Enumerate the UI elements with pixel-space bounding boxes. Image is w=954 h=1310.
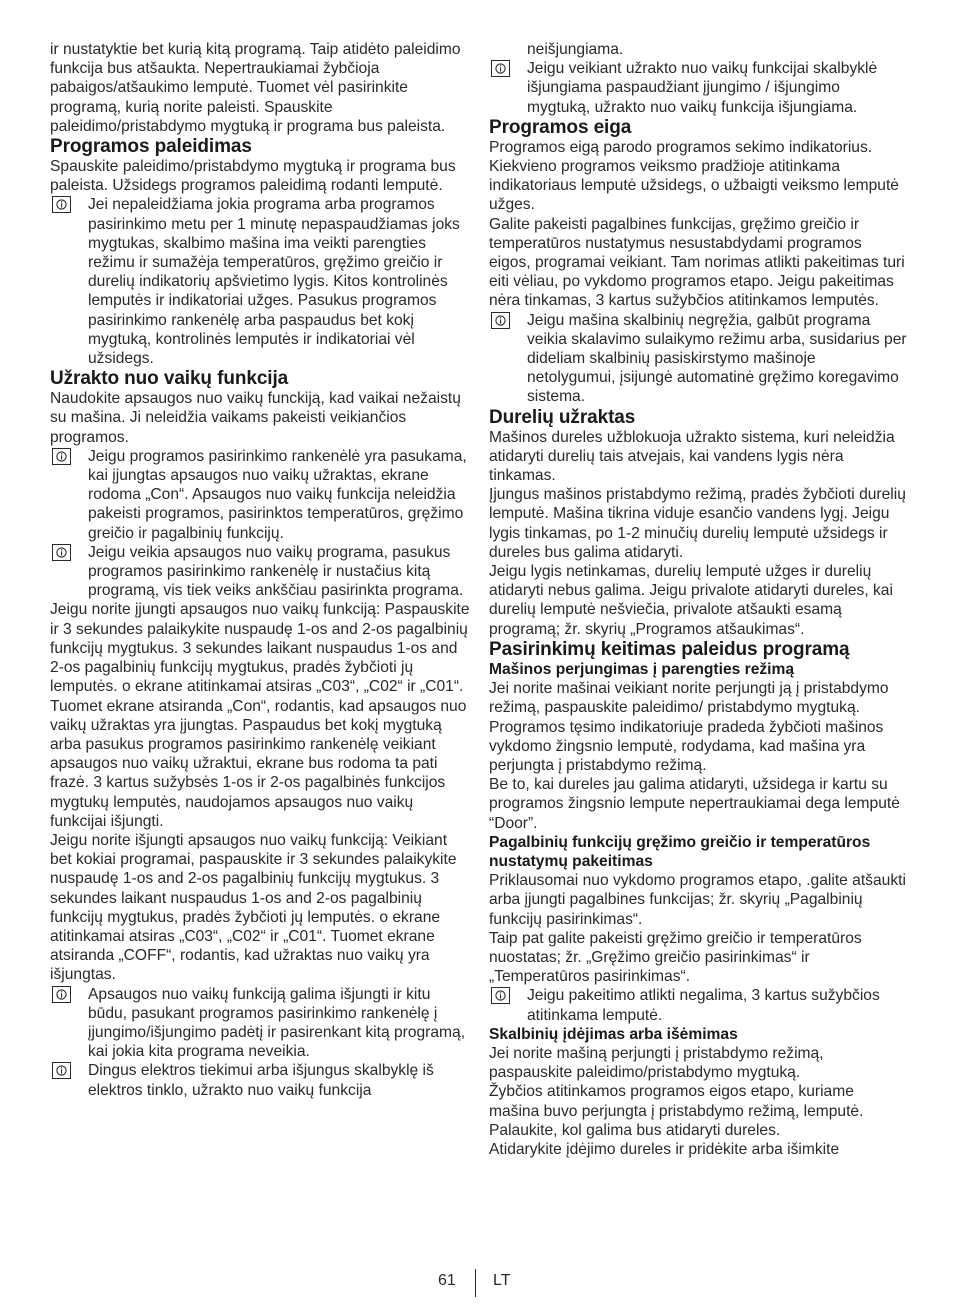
info-note [50, 447, 470, 543]
info-icon [52, 986, 71, 1003]
info-icon [491, 987, 510, 1004]
paragraph: Jei norite mašinai veikiant norite perjungti ją į pristabdymo režimą, paspauskite paleidimo/ pristabdymo mygtuką. Programos tęsimo indikatoriuje pradeda žybčioti mašinos vykdomo žingsnio lemputė, rodydama, kad mašina yra perjungta į pristabdymo režimą. [489, 680, 889, 774]
paragraph: Programos eigą parodo programos sekimo indikatorius. Kiekvieno programos veiksmo pradžioje atitinkama indikatoriaus lemputė užsidegs, o užbaigti veiksmo lemputė užges. [489, 138, 899, 214]
paragraph: Galite pakeisti pagalbines funkcijas, gręžimo greičio ir temperatūros nustatymus nesustabdydami programos eigos, programai veikiant. Tam norimas atlikti pakeitimas turi eiti vėliau, po vykdomo programos etapo. Jeigu pakeitimas nėra tinkamas, 3 kartus sužybčios atitinkamos lemputės. [489, 215, 905, 310]
paragraph: Jeigu lygis netinkamas, durelių lemputė užges ir durelių atidaryti nebus galima. Jeigu privalote atidaryti dureles, kai durelių lemputė nešviečia, privalote atšaukti esamą programą; žr. skyrių „Programos atšaukimas“. [489, 563, 893, 638]
info-note [50, 195, 470, 368]
section-heading: Durelių užraktas [489, 406, 636, 428]
info-note [489, 986, 907, 1024]
note-text: Jeigu veikiant užrakto nuo vaikų funkcijai skalbyklė išjungiama paspaudžiant įjungimo / išjungimo mygtuką, užrakto nuo vaikų funkcija išjungiama. [527, 60, 878, 116]
footer-divider [475, 1269, 476, 1297]
paragraph: Atidarykite įdėjimo dureles ir pridėkite arba išimkite [489, 1140, 840, 1158]
info-icon [52, 544, 71, 561]
paragraph: Mašinos dureles užblokuoja užrakto sistema, kuri neleidžia atidaryti durelių tais atvejais, kai vandens lygis nėra tinkamas. [489, 428, 895, 485]
page-footer [0, 1269, 954, 1297]
paragraph: ir nustatyktie bet kurią kitą programą. Taip atidėto paleidimo funkcija bus atšaukta. Nepertraukiamai žybčioja pabaigos/atšaukimo lemputė. Tuomet vėl pasirinkite programą, kurią norite paleisti. Spauskite paleidimo/pristabdymo mygtuką ir programa bus paleista. [50, 41, 461, 135]
section-heading: Programos paleidimas [50, 136, 252, 158]
info-icon [491, 60, 510, 77]
subsection-heading: Skalbinių įdėjimas arba išėmimas [489, 1025, 738, 1043]
right-column [489, 40, 907, 1159]
paragraph: Jei norite mašiną perjungti į pristabdymo režimą, paspauskite paleidimo/pristabdymo mygtuką. [489, 1044, 824, 1082]
note-continuation: neišjungiama. [527, 41, 624, 58]
paragraph: Priklausomai nuo vykdomo programos etapo, .galite atšaukti arba įjungti pagalbines funkcijas; žr. skyrių „Pagalbinių funkcijų pasirinkimas“. [489, 872, 906, 928]
note-text: Jeigu veikia apsaugos nuo vaikų programa, pasukus programos pasirinkimo rankenėlę ir nustačius kitą programą, vis tiek veiks ankščiau pasirinkta programa. [88, 543, 464, 600]
page-number: 61 [438, 1272, 456, 1289]
paragraph: Spauskite paleidimo/pristabdymo mygtuką ir programa bus paleista. Užsidegs programos paleidimą rodanti lemputė. [50, 158, 456, 195]
paragraph: Įjungus mašinos pristabdymo režimą, pradės žybčioti durelių lemputė. Mašina tikrina viduje esančio vandens lygį. Jeigu lygis tinkamas, po 1-2 minučių durelių lemputė užsidegs ir dureles bus galima atidaryti. [489, 486, 906, 561]
note-text: Jeigu pakeitimo atlikti negalima, 3 kartus sužybčios atitinkama lemputė. [527, 987, 880, 1024]
info-icon [52, 1062, 71, 1079]
paragraph: Naudokite apsaugos nuo vaikų funckiją, kad vaikai nežaistų su mašina. Ji neleidžia vaikams pakeisti veikiančios programos. [50, 390, 461, 446]
info-note [489, 59, 907, 117]
info-note [489, 311, 907, 407]
info-icon [52, 196, 71, 213]
info-icon [491, 312, 510, 329]
note-text: Jeigu mašina skalbinių negręžia, galbūt programa veikia skalavimo sulaikymo režimu arba, susidarius per dideliam skalbinių pasiskirstymo mašinoje netolygumui, įsijungė automatinė gręžimo koregavimo sistema. [527, 311, 907, 406]
paragraph: Jeigu norite išjungti apsaugos nuo vaikų funkciją: Veikiant bet kokiai programai, paspauskite ir 3 sekundes palaikykite nuspaudę 1-os and 2-os pagalbinių funkcijų mygtukus. 3 sekundes laikant nuspaudus 1-os and 2-os pagalbinių funkcijų mygtukus, pradės žybčioti jų lemputės. o ekrane atitinkamai atsiras „C03“, „C02“ ir „C01“. Tuomet ekrane atsiranda „COFF“, rodantis, kad užraktas nuo vaikų yra išjungtas. [50, 831, 457, 984]
subsection-heading: Mašinos perjungimas į parengties režimą [489, 660, 795, 678]
language-code: LT [493, 1272, 511, 1289]
paragraph: Be to, kai dureles jau galima atidaryti, užsidega ir kartu su programos žingsnio lempute nepertraukiamai dega lemputė “Door”. [489, 776, 900, 832]
info-note [50, 1061, 470, 1099]
note-text: Jei nepaleidžiama jokia programa arba programos pasirinkimo metu per 1 minutę nepaspaudžiamas joks mygtukas, skalbimo mašina ima veikti parengties režimu ir sumažėja temperatūros, gręžimo greičio ir durelių indikatorių apšvietimo lygis. Kitos kontrolinės lemputės ir indikatoriai užges. Pasukus programos pasirinkimo rankenėlę arba paspaudus bet kokį mygtuką, kontrolinės lemputės ir indikatoriai vėl užsidegs. [88, 196, 460, 368]
note-text: Apsaugos nuo vaikų funkciją galima išjungti ir kitu būdu, pasukant programos pasirinkimo rankenėlę į įjungimo/išjungimo padėtį ir pasirenkant kitą programą, kai jokia kita programa neveikia. [88, 985, 466, 1061]
info-note [50, 543, 470, 601]
note-text: Jeigu programos pasirinkimo rankenėlė yra pasukama, kai įjungtas apsaugos nuo vaikų užraktas, ekrane rodoma „Con“. Apsaugos nuo vaikų funkcija neleidžia pakeisti programos, pasirinktos temperatūros, gręžimo greičio ir pagalbinių funkcijų. [88, 447, 467, 542]
section-heading: Užrakto nuo vaikų funkcija [50, 368, 289, 390]
section-heading: Programos eiga [489, 116, 632, 138]
paragraph: Žybčios atitinkamos programos eigos etapo, kuriame mašina buvo perjungta į pristabdymo režimą, lemputė. Palaukite, kol galima bus atidaryti dureles. [489, 1083, 864, 1139]
note-text: Dingus elektros tiekimui arba išjungus skalbyklę iš elektros tinklo, užrakto nuo vaikų funkcija [88, 1062, 434, 1099]
paragraph: Jeigu norite įjungti apsaugos nuo vaikų funkciją: Paspauskite ir 3 sekundes palaikykite nuspaudę 1-os and 2-os pagalbinių funkcijų mygtukus. 3 sekundes laikant nuspaudus 1-os and 2-os pagalbinių funkcijų mygtukus, pradės žybčioti jų lemputės. o ekrane atitinkamai atsiras „C03“, „C02“ ir „C01“. Tuomet ekrane atsiranda „Con“, rodantis, kad apsaugos nuo vaikų užraktas yra įjungtas. Paspaudus bet kokį mygtuką arba pasukus programos pasirinkimo rankenėlę veikiant apsaugos nuo vaikų užraktui, ekrane bus rodoma ta pati frazė. 3 kartus sužybsės 1-os ir 2-os pagalbinės funkcijos mygtukų lemputės, naudojamos apsaugos nuo vaikų funkcijai išjungti. [50, 601, 470, 830]
subsection-heading: Pagalbinių funkcijų gręžimo greičio ir temperatūros nustatymų pakeitimas [489, 833, 871, 870]
paragraph: Taip pat galite pakeisti gręžimo greičio ir temperatūros nuostatas; žr. „Gręžimo greičio pasirinkimas“ ir „Temperatūros pasirinkimas“. [489, 929, 862, 986]
section-heading: Pasirinkimų keitimas paleidus programą [489, 638, 850, 660]
info-icon [52, 448, 71, 465]
left-column [50, 40, 470, 1100]
info-note [50, 985, 470, 1062]
